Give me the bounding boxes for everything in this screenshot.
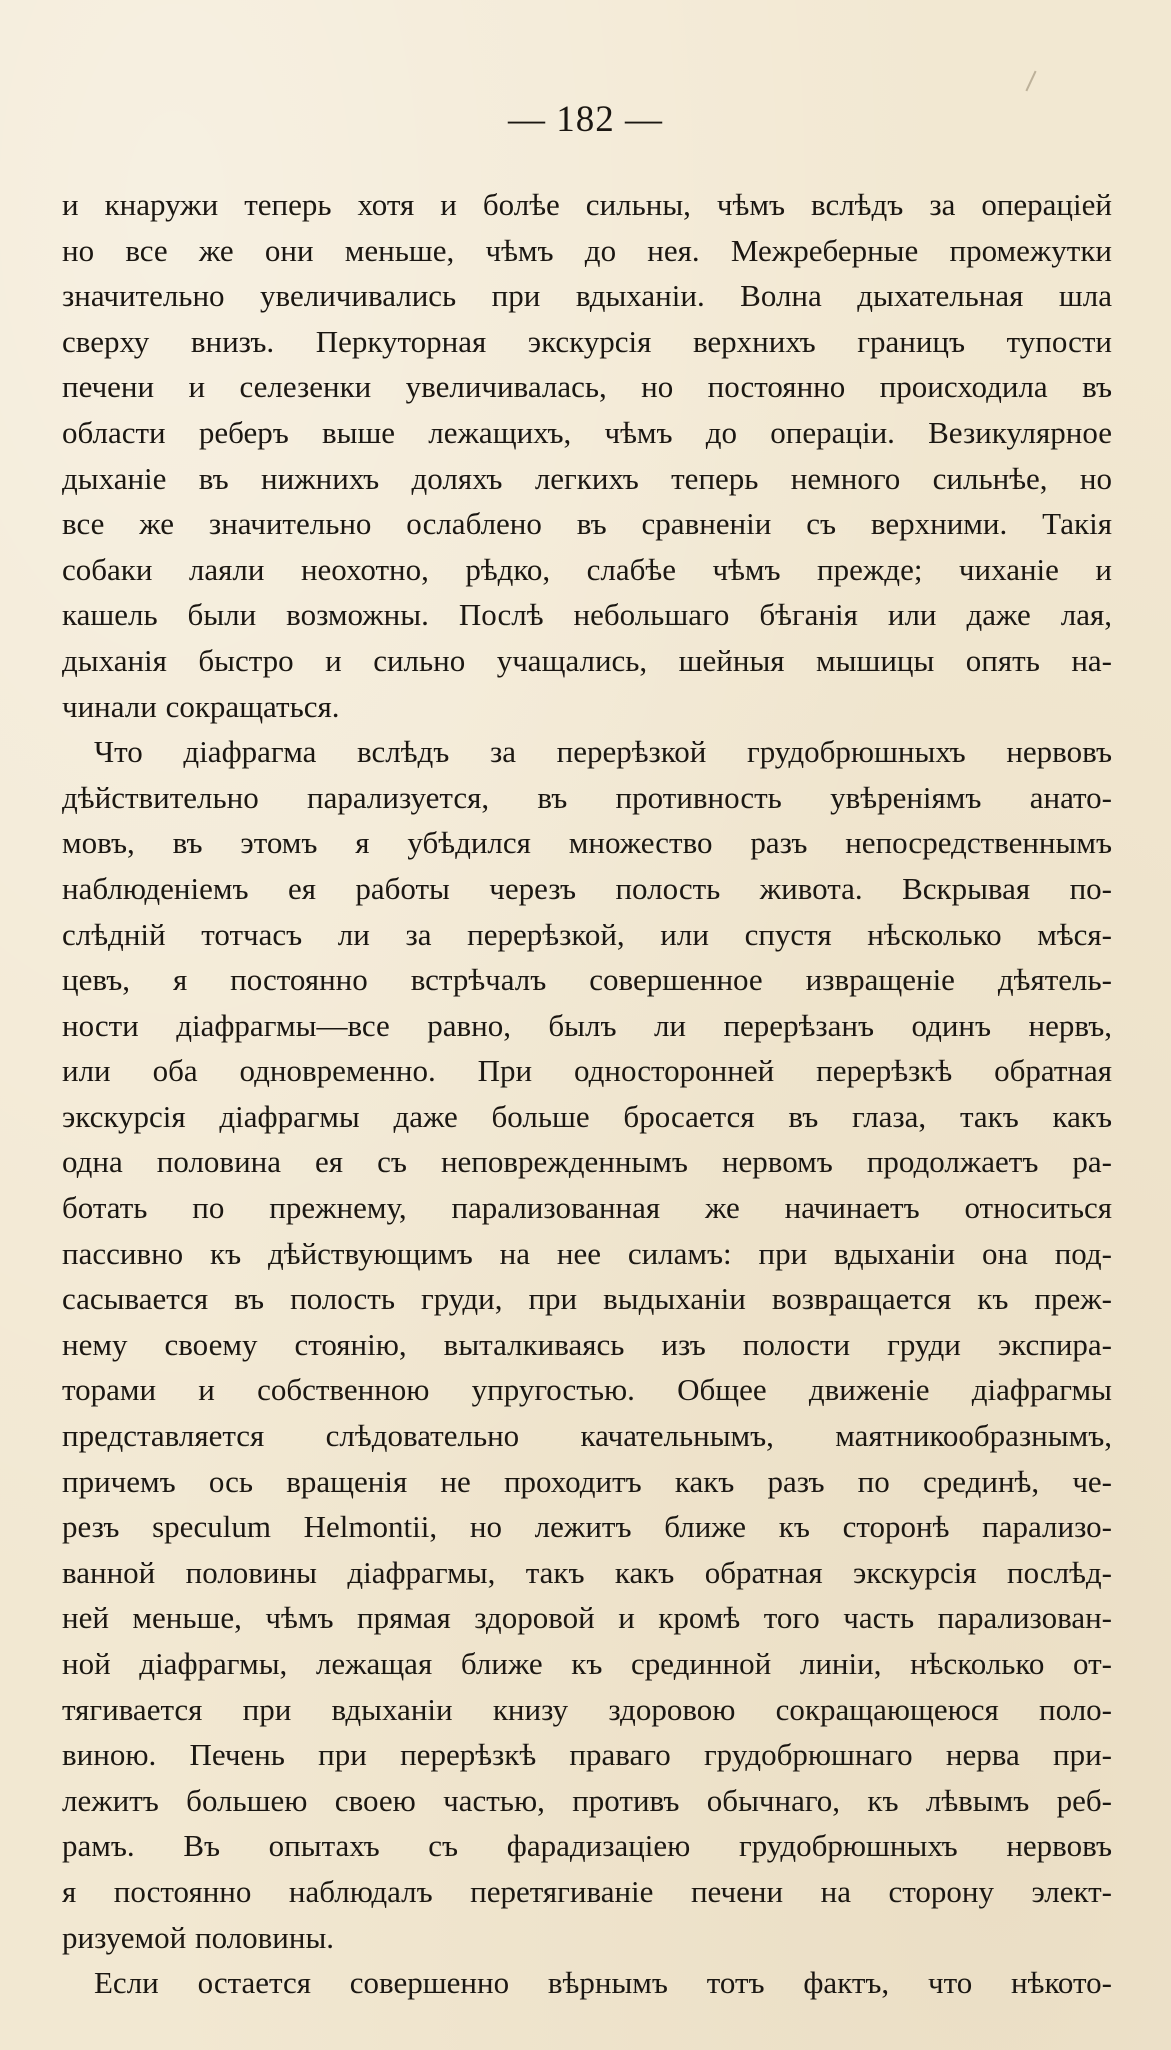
text-line: ботать по прежнему, парализованная же начинаетъ относиться <box>62 1190 1112 1226</box>
text-line: резъ speculum Helmontii, но лежитъ ближе къ сторонѣ парализо- <box>62 1509 1112 1545</box>
paragraph <box>62 729 1112 1960</box>
text-line: и кнаружи теперь хотя и болѣе сильны, чѣмъ вслѣдъ за операціей <box>62 187 1112 222</box>
text-line: мовъ, въ этомъ я убѣдился множество разъ непосредственнымъ <box>62 825 1112 861</box>
text-line: лежитъ большею своею частью, противъ обычнаго, къ лѣвымъ реб- <box>62 1782 1112 1818</box>
text-line: области реберъ выше лежащихъ, чѣмъ до операціи. Везикулярное <box>62 414 1112 450</box>
text-line: ной діафрагмы, лежащая ближе къ срединной линіи, нѣсколько от- <box>62 1646 1112 1681</box>
text-line: экскурсія діафрагмы даже больше бросается въ глаза, такъ какъ <box>62 1098 1112 1134</box>
text-line: но все же они меньше, чѣмъ до нея. Межреберные промежутки <box>62 232 1112 268</box>
text-line: тягивается при вдыханіи книзу здоровою сокращающеюся поло- <box>62 1691 1112 1727</box>
text-line: чинали сокращаться. <box>62 688 340 724</box>
scan-mark <box>1025 71 1036 92</box>
text-line: собаки лаяли неохотно, рѣдко, слабѣе чѣмъ прежде; чиханіе и <box>62 551 1112 587</box>
paragraph <box>62 1960 1112 2006</box>
text-line: виною. Печень при перерѣзкѣ праваго грудобрюшнаго нерва при- <box>62 1737 1112 1773</box>
text-line: пассивно къ дѣйствующимъ на нее силамъ: при вдыханіи она под- <box>62 1235 1112 1271</box>
text-line: дыханіе въ нижнихъ доляхъ легкихъ теперь немного сильнѣе, но <box>62 460 1112 496</box>
text-line: причемъ ось вращенія не проходитъ какъ разъ по срединѣ, че- <box>62 1463 1112 1499</box>
text-line: кашель были возможны. Послѣ небольшаго бѣганія или даже лая, <box>62 597 1112 633</box>
text-line: дыханія быстро и сильно учащались, шейныя мышицы опять на- <box>62 642 1112 678</box>
text-line: представляется слѣдовательно качательнымъ, маятникообразнымъ, <box>62 1418 1112 1454</box>
paragraph <box>62 182 1112 729</box>
text-line: или оба одновременно. При односторонней перерѣзкѣ обратная <box>62 1053 1112 1089</box>
text-line: торами и собственною упругостью. Общее движеніе діафрагмы <box>62 1372 1112 1408</box>
page-number: — 182 — <box>508 99 663 140</box>
text-line: сверху внизъ. Перкуторная экскурсія верхнихъ границъ тупости <box>62 323 1112 359</box>
text-line: ризуемой половины. <box>62 1919 335 1955</box>
text-line: все же значительно ослаблено въ сравненіи съ верхними. Такія <box>62 506 1112 542</box>
text-line: слѣдній тотчасъ ли за перерѣзкой, или спустя нѣсколько мѣся- <box>62 916 1112 952</box>
text-line: печени и селезенки увеличивалась, но постоянно происходила въ <box>62 369 1112 405</box>
text-line: рамъ. Въ опытахъ съ фарадизаціею грудобрюшныхъ нервовъ <box>62 1828 1112 1864</box>
text-line: Если остается совершенно вѣрнымъ тотъ фактъ, что нѣкото- <box>94 1965 1112 2001</box>
text-line: нему своему стоянію, выталкиваясь изъ полости груди экспира- <box>62 1326 1112 1362</box>
text-line: Что діафрагма вслѣдъ за перерѣзкой грудобрюшныхъ нервовъ <box>94 734 1112 770</box>
text-line: значительно увеличивались при вдыханіи. Волна дыхательная шла <box>62 278 1112 314</box>
text-line: цевъ, я постоянно встрѣчалъ совершенное извращеніе дѣятель- <box>62 962 1112 998</box>
text-line: сасывается въ полость груди, при выдыханіи возвращается къ преж- <box>62 1281 1112 1317</box>
text-line: ней меньше, чѣмъ прямая здоровой и кромѣ того часть парализован- <box>62 1600 1112 1636</box>
text-line: я постоянно наблюдалъ перетягиваніе печени на сторону элект- <box>62 1873 1112 1909</box>
text-line: ности діафрагмы—все равно, былъ ли перерѣзанъ одинъ нервъ, <box>62 1007 1112 1043</box>
text-line: ванной половины діафрагмы, такъ какъ обратная экскурсія послѣд- <box>62 1554 1112 1590</box>
text-line: одна половина ея съ неповрежденнымъ нервомъ продолжаетъ ра- <box>62 1144 1112 1180</box>
text-line: наблюденіемъ ея работы черезъ полость живота. Вскрывая по- <box>62 870 1112 906</box>
body-text <box>62 182 1112 2006</box>
text-line: дѣйствительно парализуется, въ противность увѣреніямъ анато- <box>62 779 1112 815</box>
